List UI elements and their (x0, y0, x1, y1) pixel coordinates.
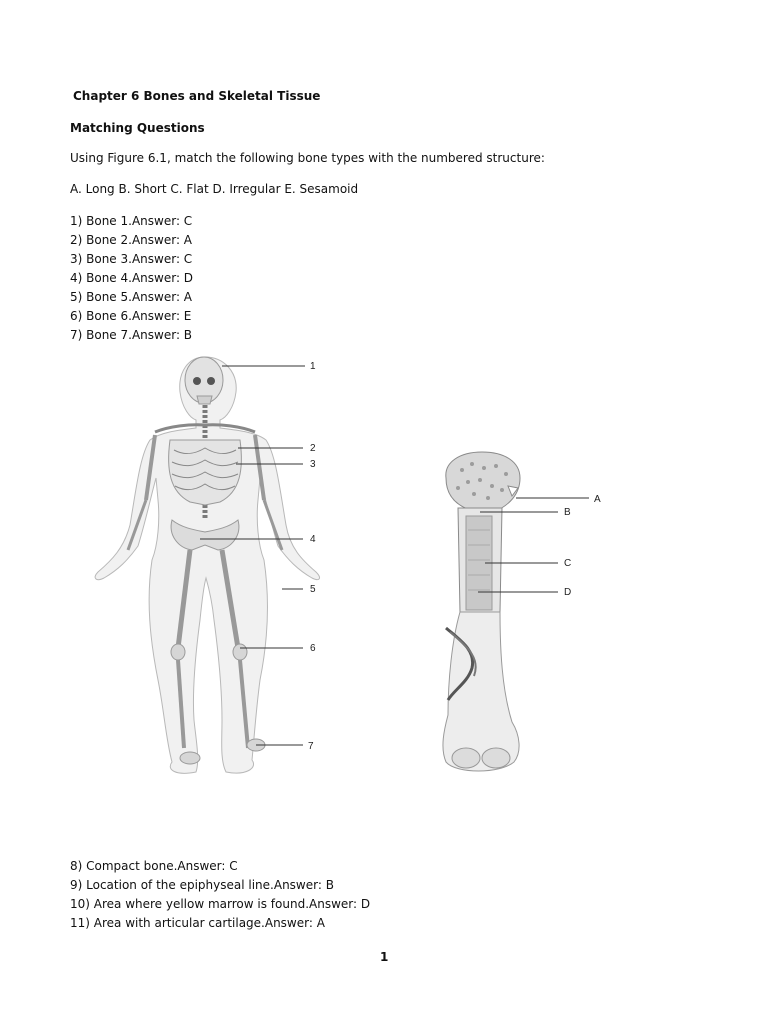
bone-label-a: A (594, 494, 601, 505)
skeleton-label-7: 7 (308, 741, 314, 752)
section-title: Matching Questions (70, 121, 205, 135)
question-list-2 (70, 857, 370, 933)
answer-choices: A. Long B. Short C. Flat D. Irregular E. Sesamoid (70, 182, 359, 196)
skeleton-labels (308, 361, 316, 752)
question-item: 2) Bone 2.Answer: A (70, 233, 193, 247)
question-item: 7) Bone 7.Answer: B (70, 328, 193, 342)
bone-label-c: C (564, 558, 572, 569)
chapter-title: Chapter 6 Bones and Skeletal Tissue (73, 89, 321, 103)
skeleton-label-2: 2 (310, 443, 316, 454)
bone-label-b: B (564, 507, 571, 518)
bone-labels (564, 494, 601, 598)
skeleton-label-5: 5 (310, 584, 316, 595)
long-bone-illustration (443, 452, 520, 771)
question-item: 10) Area where yellow marrow is found.Answer: D (70, 897, 371, 911)
question-item: 8) Compact bone.Answer: C (70, 859, 238, 873)
skeleton-label-1: 1 (310, 361, 316, 372)
skeleton-illustration (95, 357, 319, 773)
question-item: 9) Location of the epiphyseal line.Answer: B (70, 878, 334, 892)
question-item: 4) Bone 4.Answer: D (70, 271, 194, 285)
question-item: 3) Bone 3.Answer: C (70, 252, 193, 266)
page-number: 1 (380, 950, 389, 964)
skeleton-label-4: 4 (310, 534, 316, 545)
question-item: 11) Area with articular cartilage.Answer: A (70, 916, 325, 930)
question-item: 5) Bone 5.Answer: A (70, 290, 193, 304)
bone-label-d: D (564, 587, 572, 598)
instruction-text: Using Figure 6.1, match the following bone types with the numbered structure: (70, 151, 545, 165)
skeleton-label-3: 3 (310, 459, 316, 470)
question-item: 6) Bone 6.Answer: E (70, 309, 192, 323)
skeleton-label-6: 6 (310, 643, 316, 654)
question-item: 1) Bone 1.Answer: C (70, 214, 193, 228)
